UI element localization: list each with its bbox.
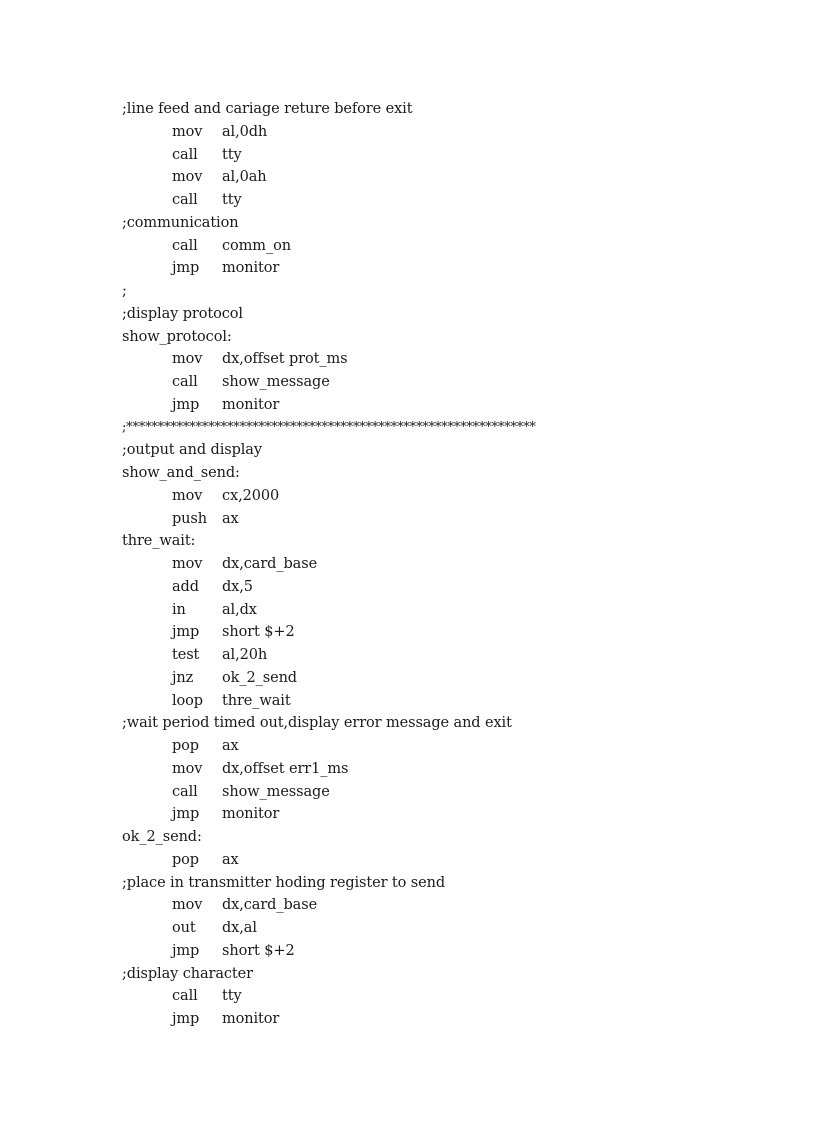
- opcode: jmp: [172, 942, 200, 959]
- opcode: loop: [172, 692, 203, 709]
- opcode: mov: [172, 897, 203, 914]
- opcode: pop: [172, 738, 199, 754]
- code-instruction-line: [122, 849, 802, 872]
- operands: ax: [222, 510, 239, 527]
- operands: ax: [222, 851, 239, 868]
- operands: ok_2_send: [222, 669, 297, 686]
- opcode: pop: [172, 851, 199, 868]
- opcode: call: [172, 783, 198, 800]
- opcode: mov: [172, 169, 203, 186]
- operands: dx,al: [222, 920, 257, 936]
- code-label-or-comment-line: show_and_send:: [122, 465, 240, 481]
- operands: al,0dh: [222, 123, 268, 140]
- operands: al,0ah: [222, 169, 267, 186]
- operands: monitor: [222, 1011, 280, 1027]
- operands: show_message: [222, 783, 330, 800]
- opcode: mov: [172, 487, 203, 504]
- code-label-or-comment-line: ok_2_send:: [122, 829, 202, 845]
- opcode: mov: [172, 351, 203, 368]
- code-instruction-line: [122, 667, 802, 690]
- opcode: mov: [172, 123, 203, 140]
- opcode: jmp: [172, 260, 200, 277]
- operands: cx,2000: [222, 487, 280, 504]
- opcode: jnz: [172, 669, 194, 686]
- code-instruction-line: [122, 371, 802, 394]
- opcode: test: [172, 647, 200, 663]
- operands: short $+2: [222, 942, 295, 959]
- code-instruction-line: [122, 690, 802, 713]
- code-label-or-comment-line: ;display protocol: [122, 305, 243, 322]
- code-instruction-line: [122, 576, 802, 599]
- code-instruction-line: [122, 621, 802, 644]
- operands: tty: [222, 192, 242, 208]
- opcode: push: [172, 510, 208, 527]
- operands: thre_wait: [222, 692, 291, 709]
- code-instruction-line: [122, 1008, 802, 1031]
- code-instruction-line: [122, 803, 802, 826]
- opcode: mov: [172, 760, 203, 777]
- code-instruction-line: [122, 235, 802, 258]
- code-instruction-line: [122, 553, 802, 576]
- code-instruction-line: [122, 257, 802, 280]
- operands: dx,offset err1_ms: [222, 760, 349, 777]
- operands: ax: [222, 738, 239, 754]
- opcode: call: [172, 237, 198, 254]
- operands: al,20h: [222, 647, 268, 663]
- code-label-or-comment-line: ;output and display: [122, 442, 262, 459]
- opcode: jmp: [172, 396, 200, 413]
- code-instruction-line: [122, 599, 802, 622]
- operands: dx,offset prot_ms: [222, 351, 348, 368]
- code-instruction-line: [122, 121, 802, 144]
- code-label-or-comment-line: ;line feed and cariage reture before exit: [122, 101, 413, 117]
- code-instruction-line: [122, 485, 802, 508]
- code-instruction-line: [122, 985, 802, 1008]
- code-instruction-line: [122, 758, 802, 781]
- code-instruction-line: [122, 166, 802, 189]
- opcode: in: [172, 601, 186, 618]
- opcode: jmp: [172, 1011, 200, 1027]
- operands: monitor: [222, 806, 280, 823]
- code-label-or-comment-line: ;wait period timed out,display error message and exit: [122, 715, 512, 732]
- code-instruction-line: [122, 189, 802, 212]
- code-instruction-line: [122, 894, 802, 917]
- code-label-or-comment-line: show_protocol:: [122, 328, 232, 345]
- operands: comm_on: [222, 237, 291, 254]
- separator-comment-line: ;*****************************************************************: [122, 419, 536, 435]
- opcode: call: [172, 374, 198, 390]
- code-label-or-comment-line: ;display character: [122, 965, 253, 982]
- code-instruction-line: [122, 394, 802, 417]
- code-label-or-comment-line: ;: [122, 283, 127, 299]
- opcode: jmp: [172, 806, 200, 823]
- opcode: add: [172, 578, 199, 595]
- opcode: call: [172, 988, 198, 1005]
- operands: tty: [222, 988, 242, 1005]
- code-instruction-line: [122, 644, 802, 667]
- code-label-or-comment-line: ;place in transmitter hoding register to send: [122, 874, 446, 891]
- code-label-or-comment-line: thre_wait:: [122, 533, 196, 550]
- operands: dx,card_base: [222, 556, 318, 572]
- operands: show_message: [222, 374, 330, 390]
- code-instruction-line: [122, 735, 802, 758]
- operands: dx,card_base: [222, 897, 318, 914]
- opcode: mov: [172, 556, 203, 572]
- code-instruction-line: [122, 781, 802, 804]
- code-instruction-line: [122, 940, 802, 963]
- opcode: call: [172, 146, 198, 163]
- assembly-listing: [122, 98, 802, 1031]
- code-instruction-line: [122, 348, 802, 371]
- opcode: call: [172, 192, 198, 208]
- code-instruction-line: [122, 144, 802, 167]
- operands: monitor: [222, 260, 280, 277]
- operands: tty: [222, 146, 242, 163]
- operands: short $+2: [222, 624, 295, 641]
- opcode: out: [172, 920, 196, 936]
- opcode: jmp: [172, 624, 200, 641]
- operands: monitor: [222, 396, 280, 413]
- operands: al,dx: [222, 601, 257, 618]
- code-instruction-line: [122, 917, 802, 940]
- code-label-or-comment-line: ;communication: [122, 214, 239, 231]
- operands: dx,5: [222, 578, 253, 595]
- code-instruction-line: [122, 508, 802, 531]
